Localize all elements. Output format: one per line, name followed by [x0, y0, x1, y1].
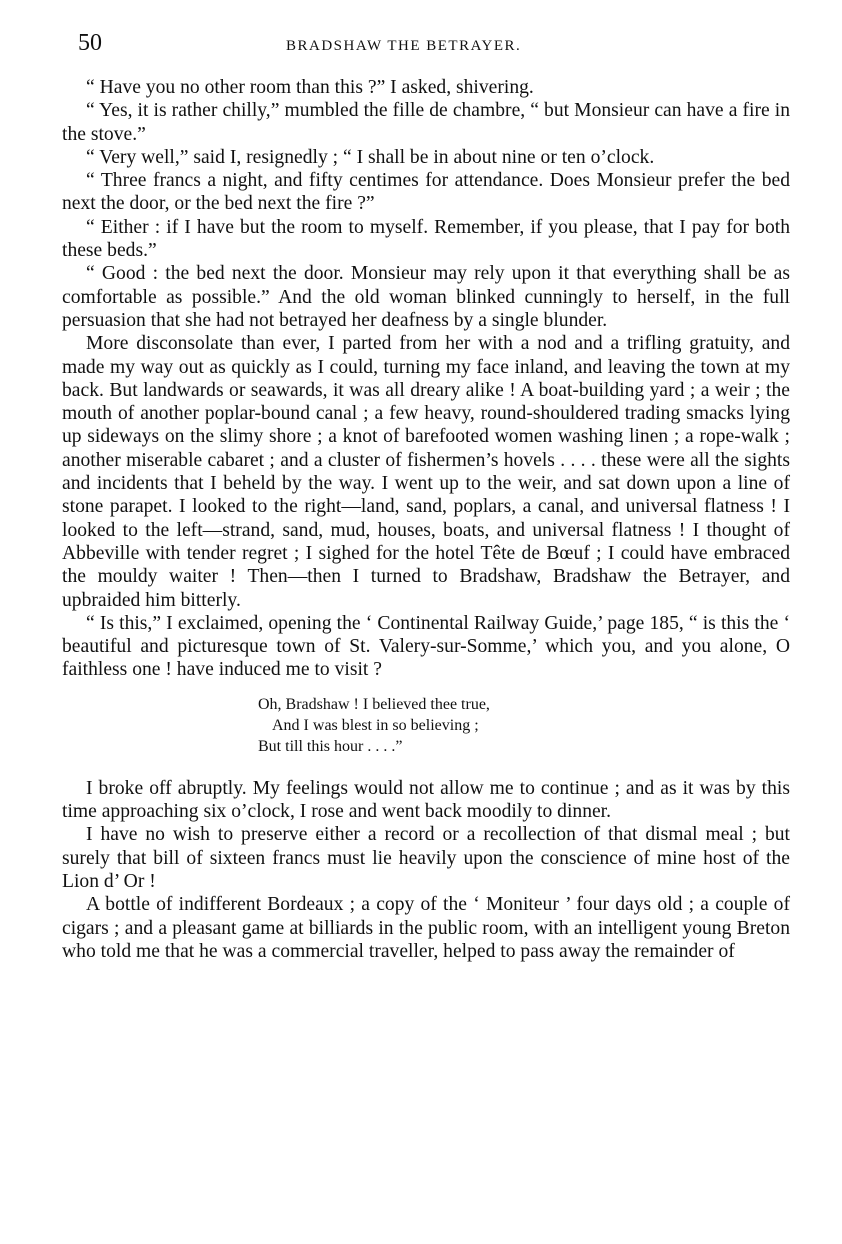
paragraph: “ Good : the bed next the door. Monsieur may rely upon it that everything shall be as comfortable as possible.” And the old woman blinked cunningly to herself, in the full persuasion that she had not betrayed her deafness by a single blunder. [62, 263, 790, 331]
paragraph: I have no wish to preserve either a record or a recollection of that dismal meal ; but surely that bill of sixteen francs must lie heavily upon the conscience of mine host of the Lion d’ Or ! [62, 824, 790, 892]
paragraph: “ Either : if I have but the room to myself. Remember, if you please, that I pay for both these beds.” [62, 216, 790, 262]
page-header [78, 30, 790, 64]
running-title: BRADSHAW THE BETRAYER. [286, 38, 522, 54]
page-number: 50 [78, 30, 102, 56]
paragraph: A bottle of indifferent Bordeaux ; a copy of the ‘ Moniteur ’ four days old ; a couple of cigars ; and a pleasant game at billiards in the public room, with an intelligent young Breton who told me that he was a commercial traveller, helped to pass away the remainder of [62, 894, 790, 962]
page-body [62, 76, 790, 963]
paragraph: “ Very well,” said I, resignedly ; “ I shall be in about nine or ten o’clock. [86, 146, 655, 168]
verse-line: Oh, Bradshaw ! I believed thee true, [258, 695, 490, 713]
paragraph: More disconsolate than ever, I parted from her with a nod and a trifling gratuity, and made my way out as quickly as I could, turning my face inland, and leaving the town at my back. But landwards or seawards, it was all dreary alike ! A boat-building yard ; a weir ; the mouth of another poplar-bound canal ; a few heavy, round-shouldered trading smacks lying up sideways on the slimy shore ; a knot of barefooted women washing linen ; a rope-walk ; another miserable cabaret ; and a cluster of fishermen’s hovels . . . . these were all the sights and incidents that I beheld by the way. I went up to the weir, and sat down upon a line of stone parapet. I looked to the right—land, sand, poplars, a canal, and universal flatness ! I looked to the left—strand, sand, mud, houses, boats, and universal flatness ! I thought of Abbeville with tender regret ; I sighed for the hotel Tête de Bœuf ; I could have embraced the mouldy waiter ! Then—then I turned to Bradshaw, Bradshaw the Betrayer, and upbraided him bitterly. [62, 333, 790, 611]
verse-line: But till this hour . . . .” [258, 737, 403, 755]
verse-line: And I was blest in so believing ; [272, 716, 479, 734]
paragraph: “ Yes, it is rather chilly,” mumbled the fille de chambre, “ but Monsieur can have a fire in the stove.” [62, 100, 790, 145]
paragraph: “ Have you no other room than this ?” I asked, shivering. [86, 77, 534, 98]
paragraph: “ Three francs a night, and fifty centimes for attendance. Does Monsieur prefer the bed next the door, or the bed next the fire ?” [62, 170, 790, 215]
paragraph: I broke off abruptly. My feelings would not allow me to continue ; and as it was by this time approaching six o’clock, I rose and went back moodily to dinner. [62, 777, 790, 823]
verse-quote [258, 694, 790, 757]
paragraph: “ Is this,” I exclaimed, opening the ‘ Continental Railway Guide,’ page 185, “ is this the ‘ beautiful and picturesque town of St. Valery-sur-Somme,’ which you, and you alone, O faithless one ! have induced me to visit ? [62, 612, 790, 681]
